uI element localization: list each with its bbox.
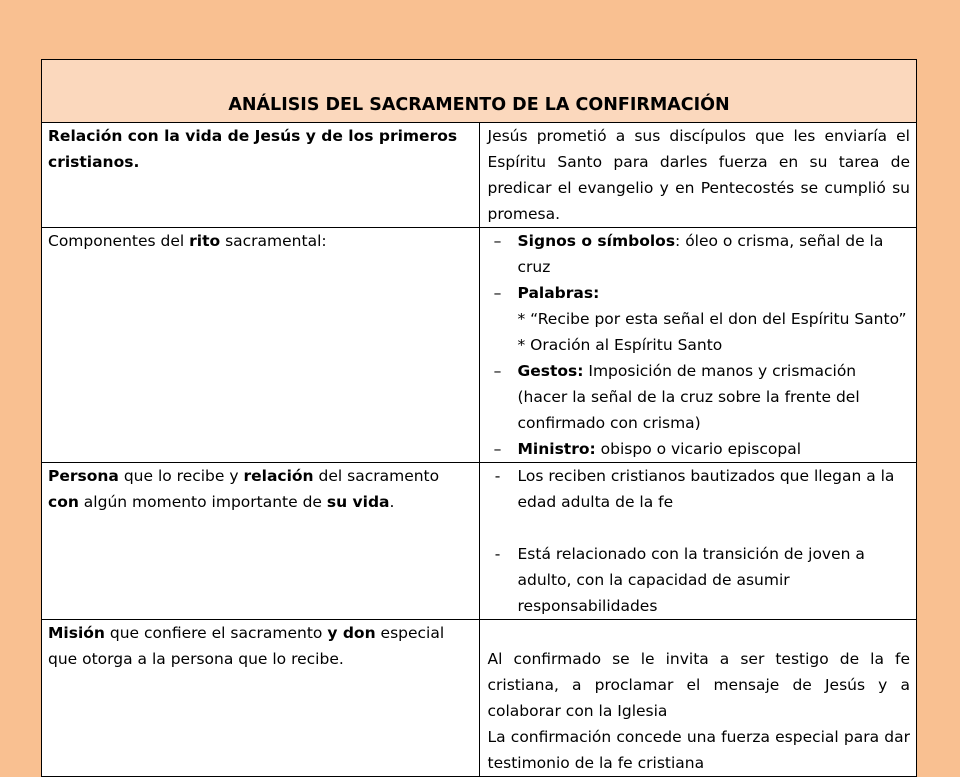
table-row [42,228,917,463]
table-row [42,620,917,777]
label-part: especial que otorga a la persona que lo recibe. [48,624,445,668]
label-part-bold: rito [189,232,221,250]
list-item [488,436,911,462]
subitem-text: * “Recibe por esta señal el don del Espíritu Santo” [517,310,907,328]
item-text: Imposición de manos y crismación (hacer la señal de la cruz sobre la frente del confirmado con crisma) [517,362,860,432]
table-row [42,463,917,620]
label-part: del sacramento [313,467,440,485]
subitem-text: * Oración al Espíritu Santo [517,336,723,354]
table-row [42,123,917,228]
row-content-mission [479,620,917,777]
dash-bullet: – [493,284,502,302]
item-text: : óleo o crisma, señal de la cruz [517,232,884,276]
label-part-bold: Misión [48,624,105,642]
label-part: que lo recibe y [118,467,244,485]
row-label-person [42,463,480,620]
dash-bullet: – [493,232,502,250]
label-part-bold: su vida [326,493,390,511]
list-subitem [488,332,911,358]
row-content-components [479,228,917,463]
item-bold: Signos o símbolos [517,232,676,250]
row-label-components [42,228,480,463]
label-part-bold: y don [327,624,376,642]
item-bold: Gestos: [517,362,584,380]
sacrament-analysis-table [41,59,917,777]
spacer [488,620,911,646]
components-list [488,228,911,462]
dash-bullet: - [494,545,501,563]
label-part: sacramental: [220,232,327,250]
label-part: . [389,493,395,511]
label-part-bold: con [48,493,79,511]
person-list [488,463,911,619]
mission-text: La confirmación concede una fuerza especial para dar testimonio de la fe cristiana [487,728,910,772]
item-bold: Ministro: [517,440,596,458]
list-item [488,541,911,619]
mission-text: Al confirmado se le invita a ser testigo de la fe cristiana, a proclamar el mensaje de Jesús y a colaborar con la Iglesia [487,650,910,720]
item-bold: Palabras: [517,284,600,302]
list-item [488,228,911,280]
item-text: obispo o vicario episcopal [595,440,802,458]
list-item [488,280,911,306]
dash-bullet: - [494,467,501,485]
label-part: algún momento importante de [78,493,327,511]
list-item [488,358,911,436]
label-part-bold: Persona [48,467,119,485]
table-title: ANÁLISIS DEL SACRAMENTO DE LA CONFIRMACIÓN [42,60,917,123]
row-content-person [479,463,917,620]
list-item [488,463,911,515]
item-text: Está relacionado con la transición de joven a adulto, con la capacidad de asumir responsabilidades [517,545,865,615]
row-text-relation: Jesús prometió a sus discípulos que les enviaría el Espíritu Santo para darles fuerza en su tarea de predicar el evangelio y en Pentecostés se cumplió su promesa. [479,123,917,228]
dash-bullet: – [493,440,502,458]
row-label-mission [42,620,480,777]
row-label-relation: Relación con la vida de Jesús y de los primeros cristianos. [42,123,480,228]
dash-bullet: – [493,362,502,380]
item-text: Los reciben cristianos bautizados que llegan a la edad adulta de la fe [517,467,895,511]
label-part-bold: relación [243,467,314,485]
list-subitem [488,306,911,332]
label-part: Componentes del [48,232,190,250]
label-part: que confiere el sacramento [104,624,328,642]
